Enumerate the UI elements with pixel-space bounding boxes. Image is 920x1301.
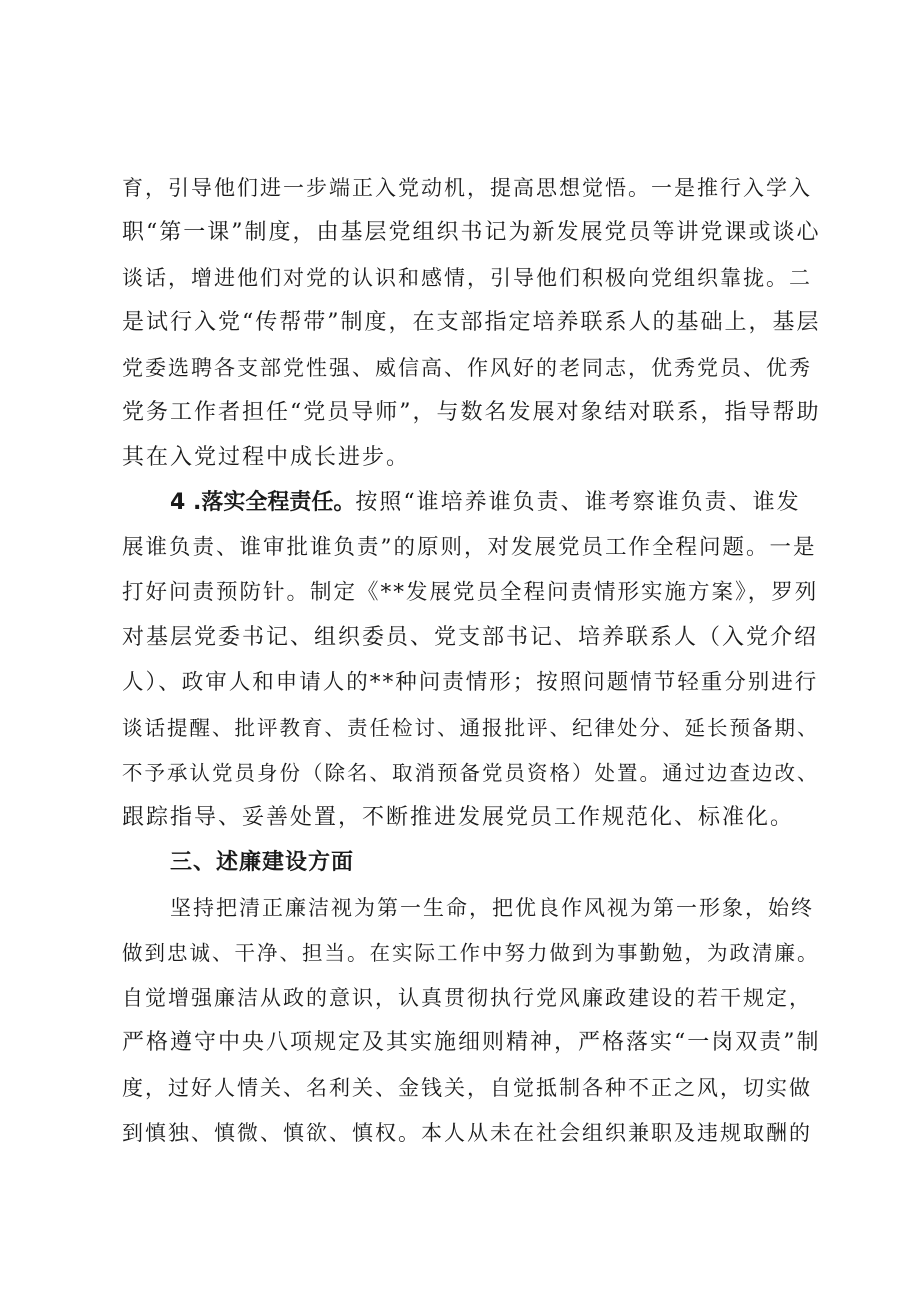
paragraph-line: 是试行入党“传帮带”制度，在支部指定培养联系人的基础上，基层 [122,310,821,335]
paragraph-line: 职“第一课”制度，由基层党组织书记为新发展党员等讲党课或谈心 [122,220,821,245]
paragraph-line: 度，过好人情关、名利关、金钱关，自觉抵制各种不正之风，切实做 [122,1076,812,1100]
paragraph-line: 人）、政审人和申请人的**种问责情形；按照问题情节轻重分别进行 [122,670,819,695]
paragraph-line: 谈话，增进他们对党的认识和感情，引导他们积极向党组织靠拢。二 [122,266,812,290]
paragraph-line: 育，引导他们进一步端正入党动机，提高思想觉悟。一是推行入学入 [122,176,812,200]
paragraph-text: 按照“谁培养谁负责、谁考察谁负责、谁发 [355,490,801,515]
item-heading: 4 .落实全程责任。 [170,490,356,515]
paragraph-line: 自觉增强廉洁从政的意识，认真贯彻执行党风廉政建设的若干规定， [122,986,812,1010]
paragraph-line: 跟踪指导、妥善处置，不断推进发展党员工作规范化、标准化。 [122,805,795,830]
section-heading: 三、述廉建设方面 [170,850,355,875]
paragraph-line: 不予承认党员身份（除名、取消预备党员资格）处置。通过边查边改、 [122,761,820,785]
paragraph-line: 严格遵守中央八项规定及其实施细则精神，严格落实“一岗双责”制 [122,1030,821,1055]
paragraph-line: 谈话提醒、批评教育、责任检讨、通报批评、纪律处分、延长预备期、 [122,716,820,740]
paragraph-line: 对基层党委书记、组织委员、党支部书记、培养联系人（入党介绍 [122,625,819,650]
paragraph-line: 其在入党过程中成长进步。 [122,445,411,470]
paragraph-line: 展谁负责、谁审批谁负责”的原则，对发展党员工作全程问题。一是 [122,535,817,560]
paragraph-line: 党委选聘各支部党性强、威信高、作风好的老同志，优秀党员、优秀 [122,356,812,380]
paragraph-line: 打好问责预防针。制定《**发展党员全程问责情形实施方案》，罗列 [122,580,819,605]
paragraph-line: 到慎独、慎微、慎欲、慎权。本人从未在社会组织兼职及违规取酬的 [122,1121,812,1145]
paragraph-first-line [170,483,801,523]
paragraph-line: 做到忠诚、干净、担当。在实际工作中努力做到为事勤勉，为政清廉。 [122,941,820,965]
paragraph-line: 党务工作者担任“党员导师”，与数名发展对象结对联系，指导帮助 [122,400,821,425]
paragraph-first-line: 坚持把清正廉洁视为第一生命，把优良作风视为第一形象，始终 [170,896,814,920]
